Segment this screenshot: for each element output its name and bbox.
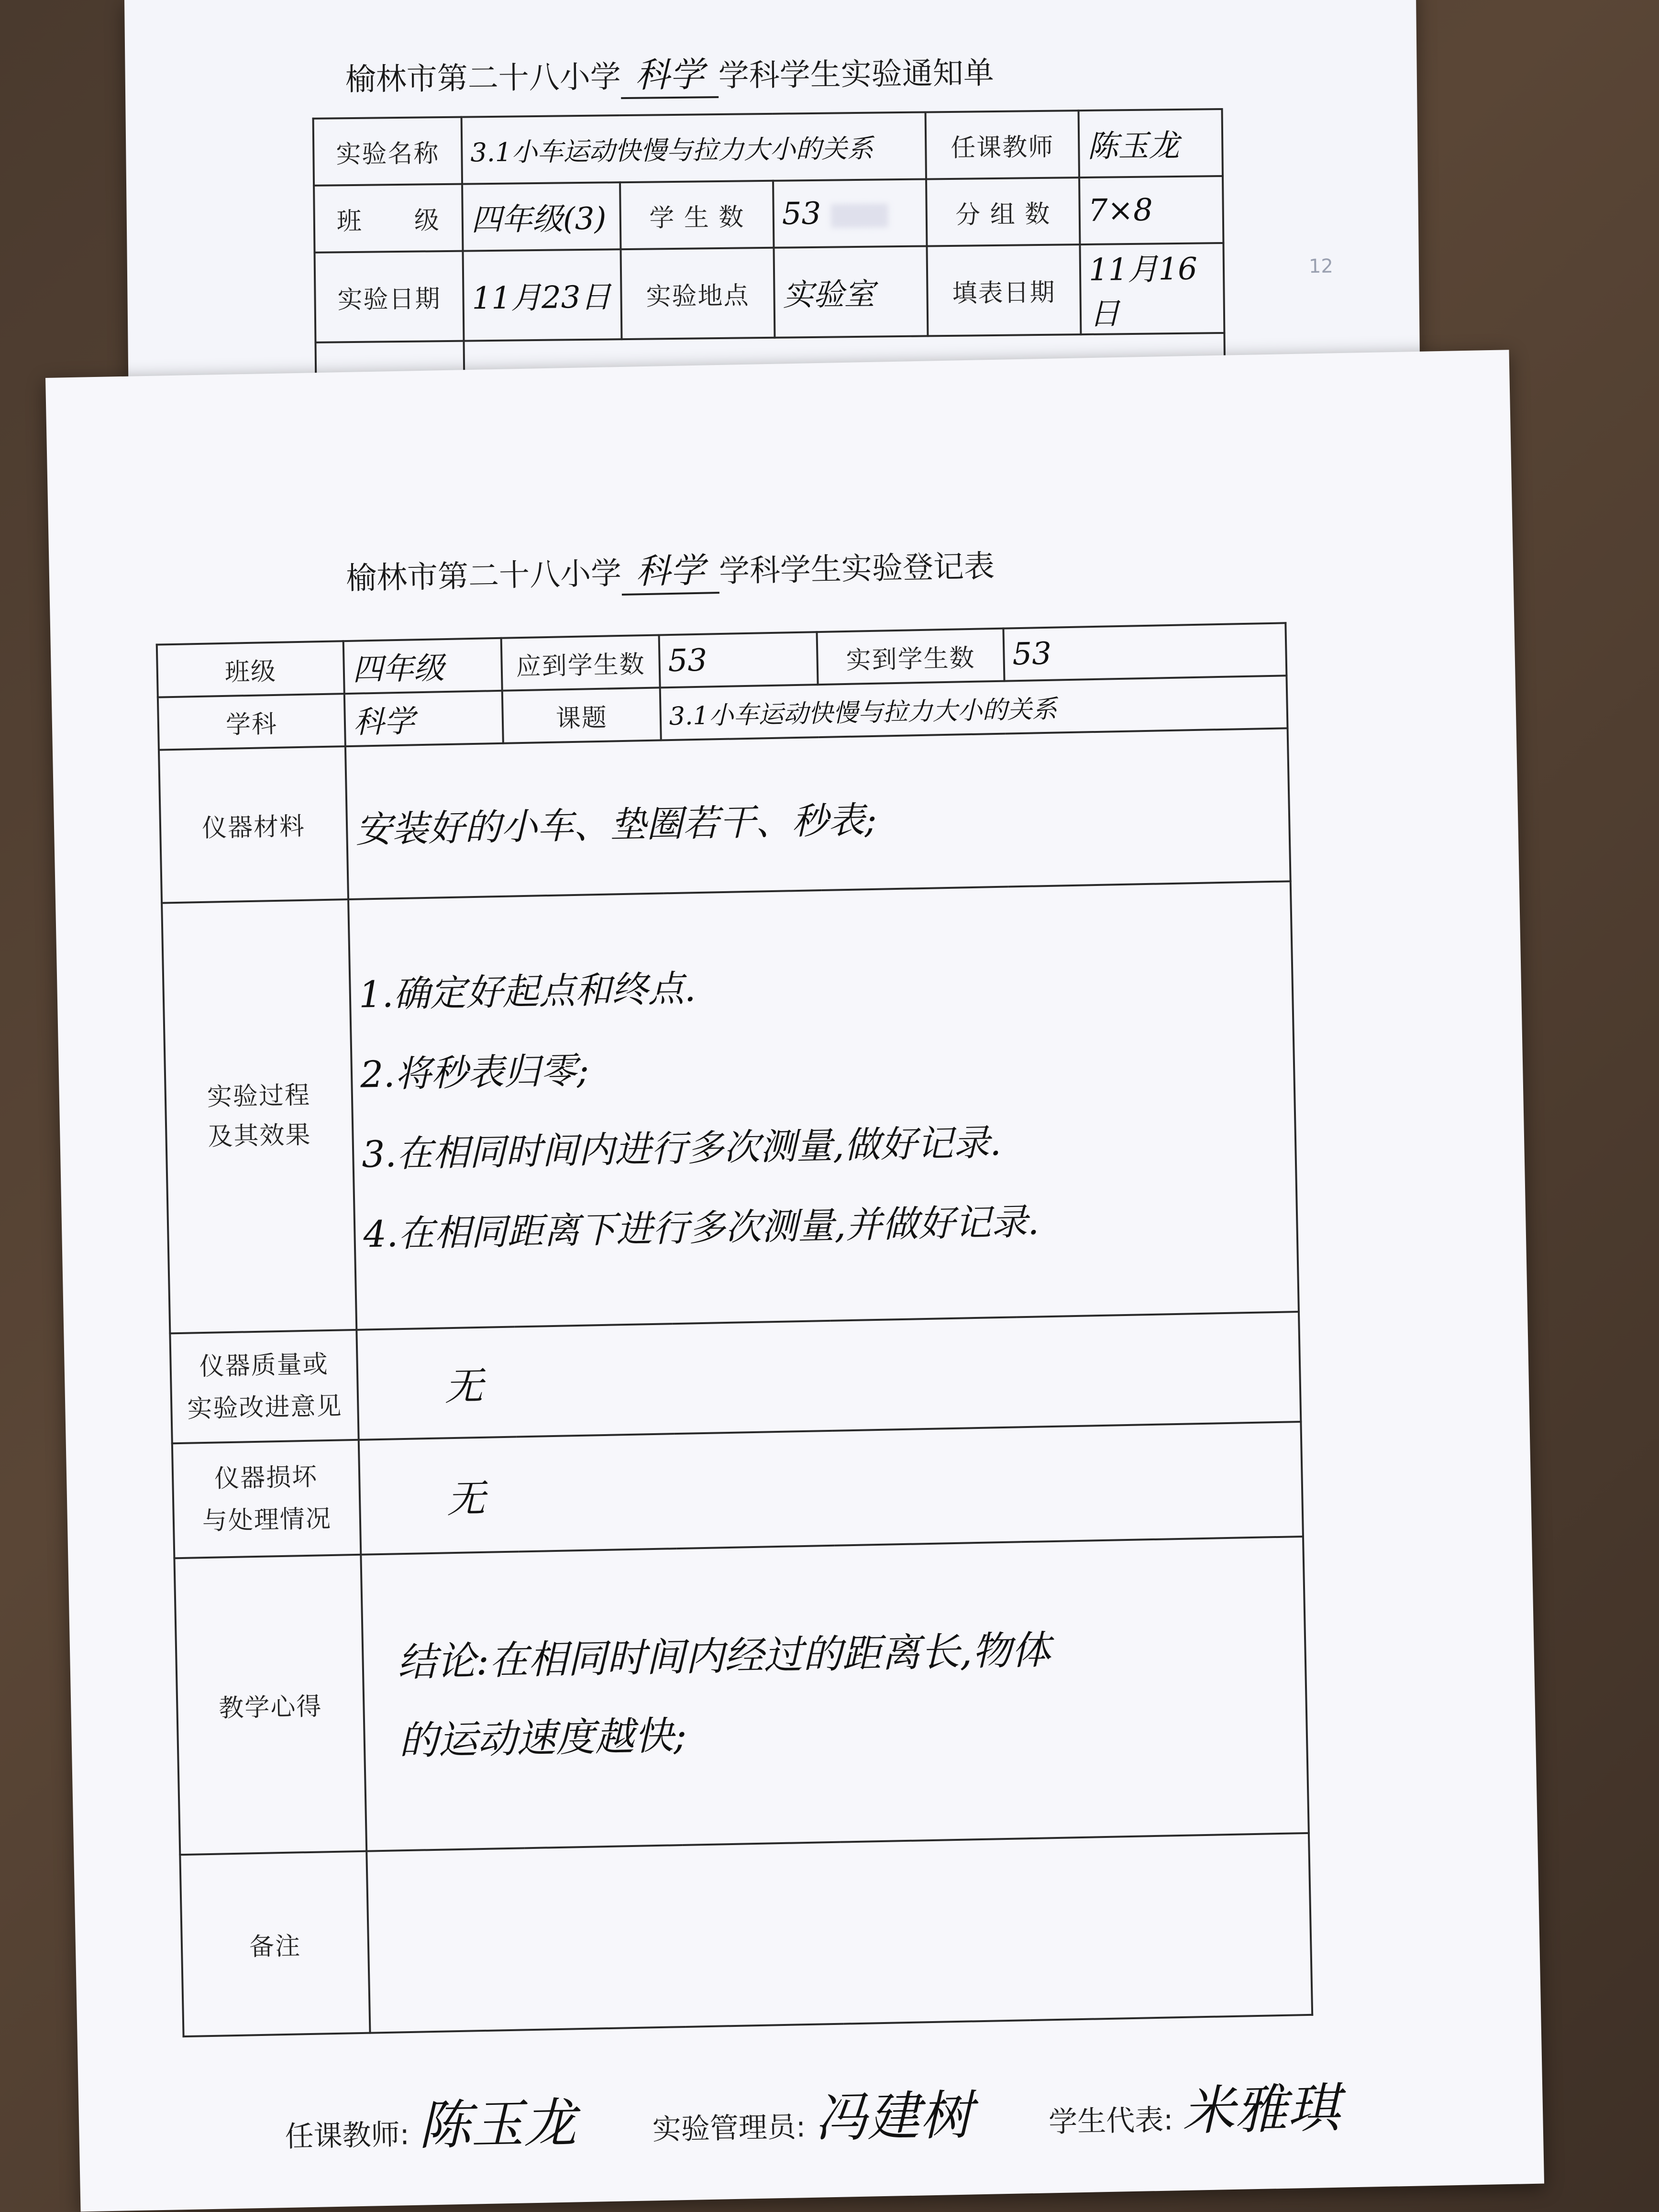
record-value-reflection: 结论:在相同时间内经过的距离长,物体 的运动速度越快;: [361, 1537, 1309, 1851]
footer-admin-label: 实验管理员:: [652, 2110, 806, 2147]
notice-value-groups: 7×8: [1079, 176, 1223, 244]
notice-label-fill-date: 填表日期: [927, 244, 1081, 336]
redaction-blur: [830, 203, 888, 228]
record-label-process: 实验过程 及其效果: [162, 899, 356, 1333]
notice-label-class: 班 级: [314, 184, 463, 253]
notice-title: 榆林市第二十八小学 科学 学科学生实验通知单: [345, 44, 994, 102]
record-label-expected: 应到学生数: [501, 635, 660, 690]
notice-label-groups: 分 组 数: [926, 177, 1080, 246]
record-value-materials: 安装好的小车、垫圈若干、秒表;: [345, 728, 1291, 899]
notice-value-date: 11月23日: [463, 249, 622, 341]
record-value-expected: 53: [659, 632, 818, 687]
record-sheet: [45, 350, 1544, 2212]
record-table: [156, 622, 1314, 2037]
record-label-remarks: 备注: [180, 1851, 370, 2036]
notice-value-students: 53: [773, 179, 927, 247]
notice-label-teacher: 任课教师: [926, 111, 1079, 179]
record-value-subject: 科学: [344, 691, 503, 746]
stray-pencil-mark: 12: [1308, 255, 1334, 278]
record-label-quality: 仪器质量或 实验改进意见: [170, 1330, 358, 1443]
notice-value-fill-date: 11月16日: [1080, 243, 1224, 334]
record-label-materials: 仪器材料: [159, 746, 348, 903]
footer-teacher-label: 任课教师:: [285, 2118, 410, 2154]
footer-rep-signature: 米雅琪: [1181, 2077, 1341, 2142]
record-value-process: [348, 881, 1299, 1330]
record-value-quality: 无: [356, 1312, 1301, 1440]
footer-rep-label: 学生代表:: [1048, 2103, 1173, 2139]
process-step-2: 2.将秒表归零;: [360, 1049, 589, 1096]
record-value-damage: 无: [359, 1422, 1303, 1555]
process-step-3: 3.在相同时间内进行多次测量,做好记录.: [361, 1120, 1002, 1176]
notice-value-class: 四年级(3): [462, 182, 620, 251]
record-value-topic: 3.1小车运动快慢与拉力大小的关系: [660, 675, 1288, 740]
record-label-actual: 实到学生数: [817, 629, 1004, 685]
record-subject: 科学: [621, 542, 719, 596]
notice-label-location: 实验地点: [621, 248, 775, 339]
record-value-class: 四年级: [343, 638, 502, 694]
notice-label-students: 学 生 数: [620, 181, 774, 249]
notice-value-name: 3.1小车运动快慢与拉力大小的关系: [462, 112, 926, 184]
notice-value-teacher: 陈玉龙: [1079, 109, 1223, 177]
notice-subject: 科学: [620, 46, 719, 99]
record-label-subject: 学科: [158, 694, 345, 750]
record-label-reflection: 教学心得: [174, 1555, 366, 1855]
footer-teacher-signature: 陈玉龙: [418, 2092, 577, 2157]
notice-value-location: 实验室: [774, 246, 928, 337]
record-value-remarks: [366, 1833, 1312, 2033]
notice-label-name: 实验名称: [313, 117, 462, 186]
record-label-class: 班级: [157, 641, 344, 697]
record-footer: [284, 2066, 1341, 2162]
record-label-damage: 仪器损坏 与处理情况: [172, 1440, 361, 1558]
record-label-topic: 课题: [502, 687, 661, 743]
process-step-4: 4.在相同距离下进行多次测量,并做好记录.: [363, 1200, 1040, 1256]
footer-admin-signature: 冯建树: [814, 2084, 973, 2149]
process-step-1: 1.确定好起点和终点.: [358, 966, 697, 1016]
record-title: 榆林市第二十八小学 科学 学科学生实验登记表: [345, 537, 995, 601]
record-value-actual: 53: [1003, 623, 1286, 681]
notice-label-date: 实验日期: [315, 251, 464, 343]
